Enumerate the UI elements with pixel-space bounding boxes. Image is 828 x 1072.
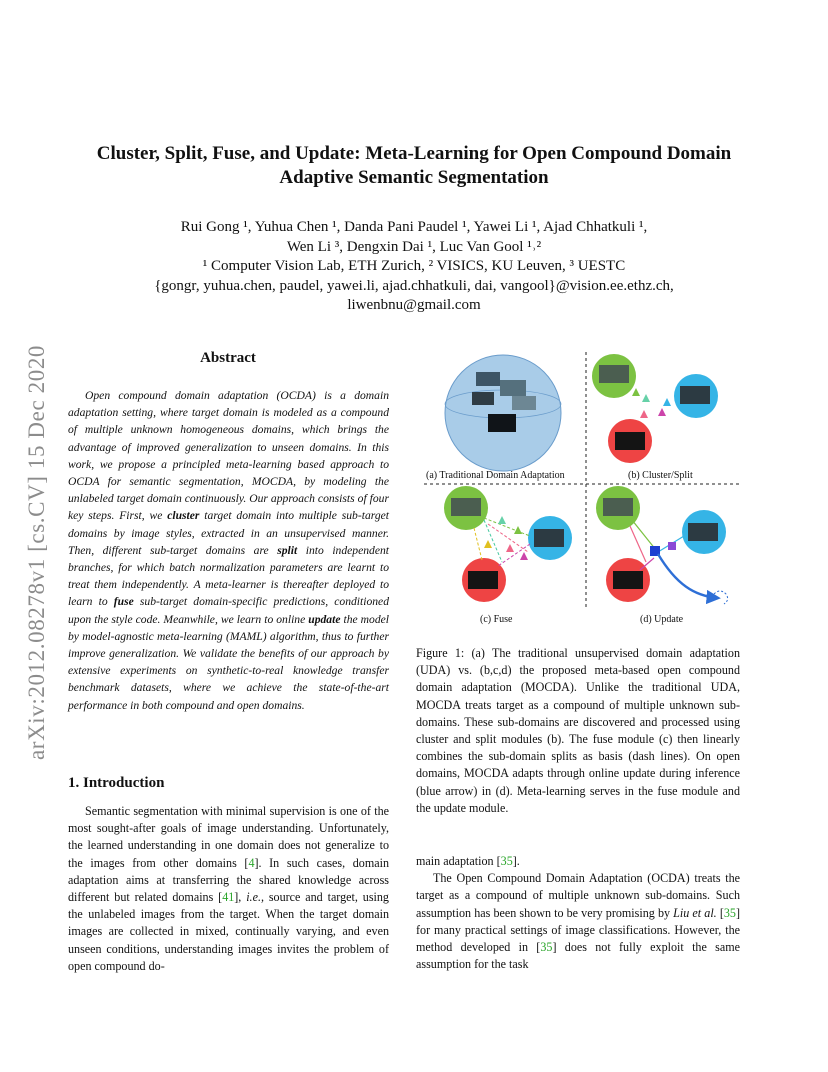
panel-label-a: (a) Traditional Domain Adaptation: [426, 470, 565, 481]
introduction-heading: 1. Introduction: [68, 775, 165, 791]
author-line-1: Rui Gong ¹, Yuhua Chen ¹, Danda Pani Paudel ¹, Yawei Li ¹, Ajad Chhatkuli ¹,: [180, 219, 648, 235]
image-thumbnail: [512, 396, 536, 410]
affiliations: ¹ Computer Vision Lab, ETH Zurich, ² VISICS, KU Leuven, ³ UESTC: [202, 258, 626, 274]
introduction-text: Semantic segmentation with minimal supervision is one of the most sought-after goals of image understanding. Unfortunately, the learned understanding in one domain does not generalize to the images from other domains [4]. In such cases, domain adaptation aims at transferring the shared knowledge across different but related domains [41], i.e., source and target, using the unlabeled images from the target. When the target domain images are collected in mixed, continually varying, and even unseen conditions, understanding images invites the problem of open compound do-: [68, 804, 390, 973]
abstract-text: Open compound domain adaptation (OCDA) is a domain adaptation setting, where target domain is modeled as a compound of multiple unknown homogeneous domains, which brings the advantage of improved generalization to unseen domains. In this work, we propose a principled meta-learning based approach to OCDA for semantic segmentation, MOCDA, by modeling the unlabeled target domain continuously. Our approach consists of four key steps. First, we cluster target domain into multiple sub-target domains by image styles, extracted in an unsupervised manner. Then, different sub-target domains are split into independent branches, for which batch normalization parameters are learnt to treat them independently. A meta-learner is thereafter deployed to learn to fuse sub-target domain-specific predictions, conditioned upon the style code. Meanwhile, we learn to online update the model by model-agnostic meta-learning (MAML) algorithm, thus to further improve generalization. We validate the benefits of our approach by extensive experiments on synthetic-to-real knowledge transfer benchmark datasets, where we achieve the state-of-the-art performance in both compound and open domains.: [68, 389, 390, 712]
panel-label-d: (d) Update: [640, 614, 684, 625]
abstract-heading: Abstract: [200, 350, 256, 366]
keyword-update: update: [308, 612, 341, 626]
panel-traditional-da: [445, 355, 561, 471]
author-emails: {gongr, yuhua.chen, paudel, yawei.li, ajad.chhatkuli, dai, vangool}@vision.ee.ethz.ch,: [154, 277, 674, 294]
image-thumbnail: [500, 380, 526, 396]
author-line-2: Wen Li ³, Dengxin Dai ¹, Luc Van Gool ¹˒²: [286, 238, 542, 255]
image-thumbnail: [488, 414, 516, 432]
paper-title: Cluster, Split, Fuse, and Update: Meta-Learning for Open Compound Domain Adaptive Semantic Segmentation: [96, 143, 732, 188]
panel-update: [596, 486, 728, 604]
image-thumbnail: [472, 392, 494, 405]
figure-caption: Figure 1: (a) The traditional unsupervised domain adaptation (UDA) vs. (b,c,d) the proposed meta-based open compound domain adaptation (MOCDA). Unlike the traditional UDA, MOCDA treats target as a compound of multiple unknown sub-domains. These sub-domains are discovered and processed using cluster and split modules (b). The fuse module (c) then linearly combines the sub-domain splits as basis (dash lines). On open domains, MOCDA adapts through online update during inference (blue arrow) in (d). Meta-learning serves in the fuse module and the update module.: [416, 646, 740, 815]
citation-link[interactable]: 35: [500, 854, 513, 868]
citation-link[interactable]: 4: [248, 855, 255, 870]
panel-label-c: (c) Fuse: [480, 614, 513, 625]
citation-link[interactable]: 35: [723, 905, 736, 920]
panel-cluster-split: [592, 354, 718, 463]
author-email-2: liwenbnu@gmail.com: [347, 297, 481, 313]
author-block: [100, 218, 728, 316]
image-thumbnail: [476, 372, 500, 386]
compound-domain-circle: [445, 355, 561, 471]
arxiv-side-identifier: arXiv:2012.08278v1 [cs.CV] 15 Dec 2020: [24, 344, 49, 760]
citation-link[interactable]: 41: [222, 890, 235, 905]
figure-1: [418, 348, 748, 632]
update-arrow: [658, 554, 718, 598]
panel-fuse: [444, 486, 572, 602]
panel-label-b: (b) Cluster/Split: [628, 470, 693, 481]
right-column-text: main adaptation [35]. The Open Compound Domain Adaptation (OCDA) treats the target as a compound of multiple unknown sub-domains. Such assumption has been shown to be very promising by Liu et al. [35] for many practical settings of image classifications. However, the method developed in [35] does not fully exploit the same assumption for the task: [416, 854, 740, 972]
keyword-cluster: cluster: [167, 509, 200, 523]
keyword-split: split: [277, 543, 298, 557]
citation-link[interactable]: 35: [540, 940, 553, 955]
keyword-fuse: fuse: [113, 595, 134, 609]
